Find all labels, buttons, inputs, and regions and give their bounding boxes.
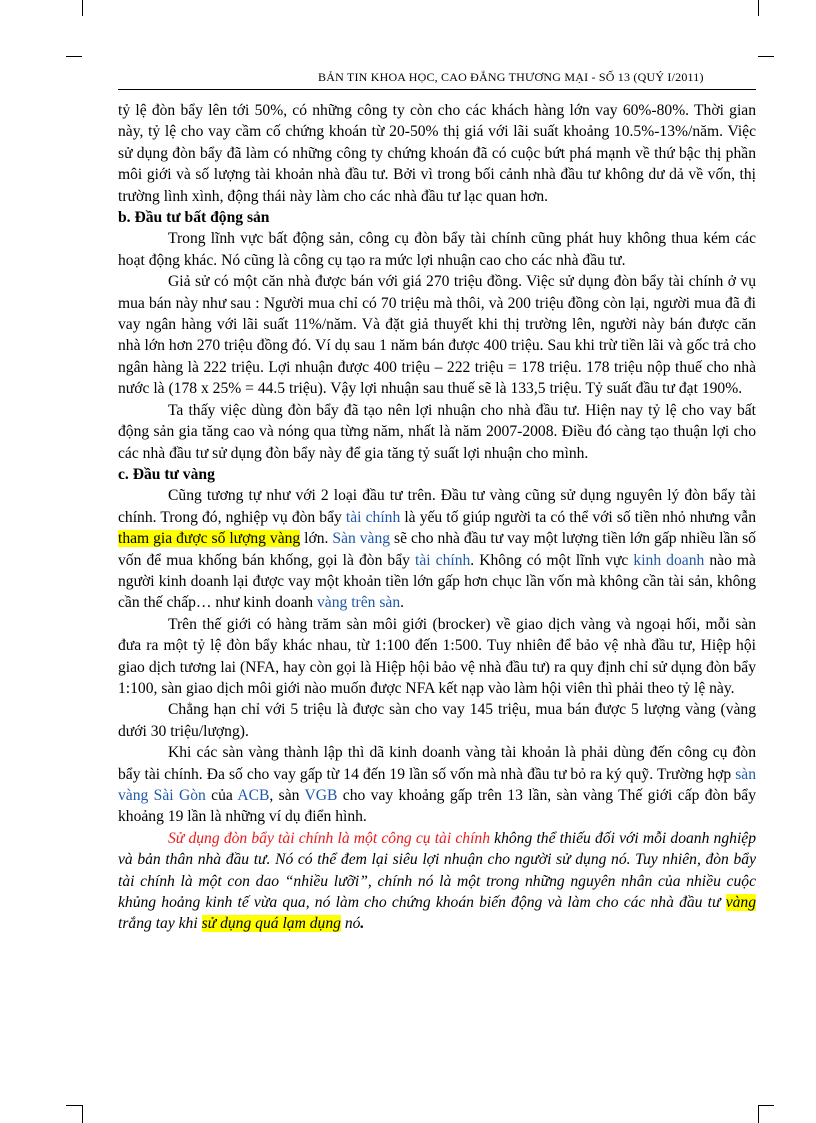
paragraph: tỷ lệ đòn bẩy lên tới 50%, có những công ty còn cho các khách hàng lớn vay 60%-80%. Thời gian này, tỷ lệ cho vay cầm cố chứng khoán từ 20-50% thị giá với lãi suất khoảng 10.5%-13%/năm. Việc sử dụng đòn bẩy đã làm có những công ty chứng khoán đã có cuộc bứt phá mạnh về thứ bậc thị phần môi giới và số lượng tài khoản nhà đầu tư. Bởi vì trong bối cảnh nhà đầu tư không dư dả về vốn, thị trường lình xình, động thái này làm cho các nhà đầu tư lạc quan hơn. bbox=[118, 102, 756, 205]
header-rule bbox=[118, 89, 756, 90]
link-tai-chinh[interactable]: tài chính bbox=[415, 551, 471, 569]
paragraph: Cũng tương tự như với 2 loại đầu tư trên. Đầu tư vàng cũng sử dụng nguyên lý đòn bẩy tài chính. Trong đó, nghiệp vụ đòn bẩy tài chính là yếu tố giúp người ta có thể với số tiền nhỏ nhưng vẫn tham gia được số lượng vàng lớn. Sàn vàng sẽ cho nhà đầu tư vay một lượng tiền lớn gấp nhiều lần số vốn để mua khống bán khống, gọi là đòn bẩy tài chính. Không có một lĩnh vực kinh doanh nào mà người kinh doanh lại được vay một khoản tiền lớn gấp hơn chục lần vốn mà không cần tài sản, không cần thế chấp… như kinh doanh vàng trên sàn. bbox=[118, 487, 756, 612]
link-vang-tren-san[interactable]: vàng trên sàn bbox=[317, 594, 401, 612]
highlight: vàng bbox=[725, 894, 756, 912]
crop-mark bbox=[758, 56, 774, 57]
link-acb[interactable]: ACB bbox=[237, 787, 270, 804]
crop-mark bbox=[758, 1105, 774, 1106]
paragraph: Chẳng hạn chỉ với 5 triệu là được sàn cho vay 145 triệu, mua bán được 5 lượng vàng (vàng dưới 30 triệu/lượng). bbox=[118, 701, 756, 740]
paragraph: Trên thế giới có hàng trăm sàn môi giới (brocker) về giao dịch vàng và ngoại hối, mỗi sàn đưa ra một tỷ lệ đòn bẩy khác nhau, từ 1:100 đến 1:500. Tuy nhiên để bảo vệ nhà đầu tư, Hiệp hội giao dịch tương lai (NFA, hay còn gọi là Hiệp hội bảo vệ nhà đầu tư) ra quy định chỉ sử dụng đòn bẩy 1:100, sàn giao dịch môi giới nào muốn được NFA kết nạp vào làm hội viên thì phải theo tỷ lệ này. bbox=[118, 615, 756, 697]
paragraph: Ta thấy việc dùng đòn bẩy đã tạo nên lợi nhuận cho nhà đầu tư. Hiện nay tỷ lệ cho vay bất động sản gia tăng cao và nóng qua từng năm, nhất là năm 2007-2008. Điều đó càng tạo thuận lợi cho các nhà đầu tư sử dụng đòn bẩy này để gia tăng tỷ suất lợi nhuận cho mình. bbox=[118, 401, 756, 462]
crop-mark bbox=[82, 0, 83, 16]
crop-mark bbox=[66, 1105, 82, 1106]
highlight: tham gia được số lượng vàng bbox=[118, 530, 301, 548]
paragraph: Giả sử có một căn nhà được bán với giá 270 triệu đồng. Việc sử dụng đòn bẩy tài chính ở vụ mua bán này như sau : Người mua chỉ có 70 triệu mà thôi, và 200 triệu đồng còn lại, người mua đã đi vay ngân hàng với lãi suất 11%/năm. Và đặt giả thuyết khi thị trường lên, người này bán được căn nhà lớn hơn 270 triệu đồng đó. Ví dụ sau 1 năm bán được 400 triệu. Sau khi trừ tiền lãi và gốc trả cho ngân hàng là 222 triệu. Lợi nhuận được 400 triệu – 222 triệu = 178 triệu. 178 triệu nộp thuế cho nhà nước là (178 x 25% = 44.5 triệu). Vậy lợi nhuận sau thuế sẽ là 133,5 triệu. Tỷ suất đầu tư đạt 190%. bbox=[118, 273, 756, 398]
link-san-vang-sai-gon[interactable]: sàn vàng Sài Gòn bbox=[118, 765, 756, 804]
section-heading-b: b. Đầu tư bất động sản bbox=[118, 209, 270, 227]
crop-mark bbox=[758, 0, 759, 16]
crop-mark bbox=[82, 1105, 83, 1123]
link-tai-chinh[interactable]: tài chính bbox=[345, 508, 401, 526]
conclusion-paragraph: Sử dụng đòn bẩy tài chính là một công cụ tài chính không thể thiếu đối với mỗi doanh nghiệp và bản thân nhà đầu tư. Nó có thể đem lại siêu lợi nhuận cho người sử dụng nó. Tuy nhiên, đòn bẩy tài chính là một con dao “nhiều lưỡi”, chính nó là một trong những nguyên nhân của nhiều cuộc khủng hoảng kinh tế vừa qua, nó làm cho chứng khoán biến động và làm cho các nhà đầu tư vàng trắng tay khi sử dụng quá lạm dụng nó. bbox=[118, 829, 756, 933]
section-heading-c: c. Đầu tư vàng bbox=[118, 465, 215, 483]
highlight: sử dụng quá lạm dụng bbox=[201, 915, 341, 933]
crop-mark bbox=[758, 1105, 759, 1123]
paragraph: Khi các sàn vàng thành lập thì dã kinh doanh vàng tài khoản là phải dùng đến công cụ đòn bẩy tài chính. Đa số cho vay gấp từ 14 đến 19 lần số vốn mà nhà đầu tư bỏ ra ký quỹ. Trường hợp sàn vàng Sài Gòn của ACB, sàn VGB cho vay khoảng gấp trên 13 lần, sàn vàng Thế giới cấp đòn bẩy khoảng 19 lần là những ví dụ điển hình. bbox=[118, 744, 757, 826]
running-header: BẢN TIN KHOA HỌC, CAO ĐẲNG THƯƠNG MẠI - SỐ 13 (QUÝ I/2011) bbox=[318, 70, 704, 84]
link-kinh-doanh[interactable]: kinh doanh bbox=[633, 551, 705, 569]
article-body bbox=[118, 100, 756, 935]
link-san-vang[interactable]: Sàn vàng bbox=[332, 530, 391, 548]
paragraph: Trong lĩnh vực bất động sản, công cụ đòn bẩy tài chính cũng phát huy không thua kém các hoạt động khác. Nó cũng là công cụ tạo ra mức lợi nhuận cao cho các nhà đầu tư. bbox=[118, 230, 756, 269]
emphasis-red: Sử dụng đòn bẩy tài chính là một công cụ tài chính bbox=[168, 829, 490, 847]
link-vgb[interactable]: VGB bbox=[304, 787, 338, 804]
crop-mark bbox=[66, 56, 82, 57]
